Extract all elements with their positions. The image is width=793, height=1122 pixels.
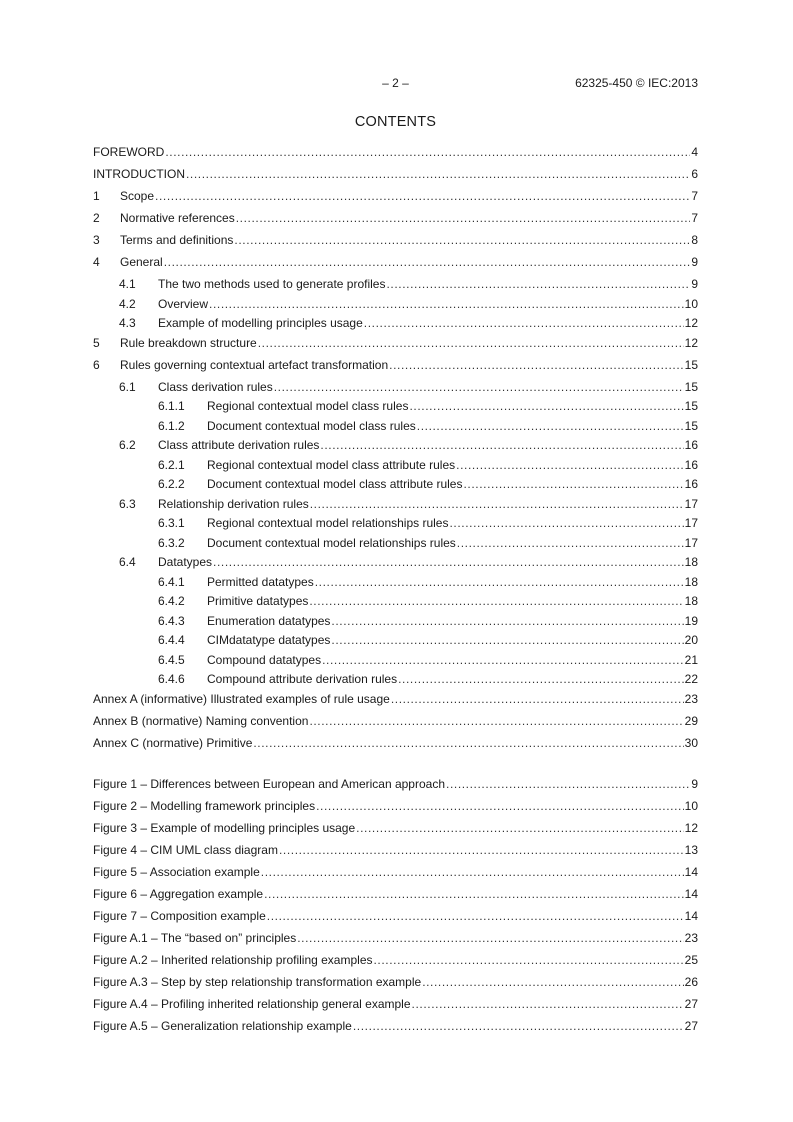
toc-entry[interactable] [93,380,698,400]
document-reference: 62325-450 © IEC:2013 [575,76,698,90]
toc-entry-number: 5 [93,335,100,350]
dot-leader [274,380,684,395]
toc-entry-number: 6.1.2 [158,418,185,433]
table-of-contents [93,145,698,758]
figure-entry-title: Figure 5 – Association example [93,865,260,879]
toc-entry-number: 2 [93,211,100,225]
toc-entry[interactable] [93,672,698,692]
toc-entry[interactable] [93,336,698,358]
toc-entry-number: 6.4.3 [158,613,185,628]
dot-leader [315,575,684,590]
toc-entry[interactable] [93,516,698,536]
toc-entry-title: Primitive datatypes [207,594,309,608]
dot-leader [258,336,684,351]
toc-entry-page: 17 [684,516,698,530]
dot-leader [446,777,690,792]
dot-leader [457,536,684,551]
toc-entry-page: 16 [684,457,698,472]
figure-entry-title: Figure 7 – Composition example [93,909,266,923]
toc-entry[interactable] [93,316,698,336]
dot-leader [267,909,684,924]
toc-entry-page: 7 [691,211,698,225]
toc-entry-title: Regional contextual model relationships rules [207,516,449,530]
figure-entry-page: 14 [684,887,698,901]
toc-entry[interactable] [93,167,698,189]
toc-entry-number: 1 [93,189,100,203]
toc-entry-page: 15 [684,379,698,394]
dot-leader [456,458,684,473]
toc-entry-number: 6.4 [119,555,136,569]
toc-entry-page: 8 [691,233,698,247]
figure-entry-title: Figure A.2 – Inherited relationship profiling examples [93,953,373,967]
figure-entry[interactable] [93,931,698,953]
toc-entry-number: 6.4.4 [158,633,185,647]
toc-entry[interactable] [93,497,698,517]
toc-entry-title: Document contextual model class attribute rules [207,477,463,491]
dot-leader [463,477,683,492]
toc-entry[interactable] [93,255,698,277]
toc-entry-title: Class attribute derivation rules [158,438,320,452]
toc-entry-page: 17 [684,535,698,550]
dot-leader [164,255,691,270]
toc-entry-title: INTRODUCTION [93,167,185,181]
toc-entry-page: 10 [684,296,698,311]
toc-entry[interactable] [93,692,698,714]
dot-leader [422,975,683,990]
figure-entry-page: 26 [684,975,698,989]
toc-entry-page: 15 [684,399,698,413]
toc-entry-page: 19 [684,613,698,628]
dot-leader [310,497,684,512]
toc-entry-page: 18 [684,594,698,608]
toc-entry-number: 6.3.1 [158,516,185,530]
toc-entry-title: FOREWORD [93,145,165,159]
toc-entry-page: 22 [684,672,698,686]
list-of-figures [93,777,698,1041]
figure-entry-page: 14 [684,909,698,923]
toc-entry[interactable] [93,614,698,634]
figure-entry-title: Figure 6 – Aggregation example [93,887,264,901]
dot-leader [449,516,683,531]
figure-entry[interactable] [93,799,698,821]
toc-entry-number: 4.3 [119,316,136,330]
toc-entry-title: Compound datatypes [207,652,322,667]
toc-entry-page: 15 [684,418,698,433]
dot-leader [316,799,684,814]
toc-entry-title: Normative references [120,211,235,225]
figure-entry[interactable] [93,777,698,799]
toc-entry-number: 6.1.1 [158,399,185,413]
toc-entry-title: CIMdatatype datatypes [207,633,331,647]
toc-entry[interactable] [93,233,698,255]
toc-entry[interactable] [93,358,698,380]
dot-leader [264,887,684,902]
toc-entry-title: Annex B (normative) Naming convention [93,713,309,728]
toc-entry[interactable] [93,594,698,614]
toc-entry-title: Class derivation rules [158,379,273,394]
toc-entry-page: 30 [684,735,698,750]
toc-entry-title: Relationship derivation rules [158,496,309,511]
toc-entry-page: 16 [684,438,698,452]
toc-entry-title: Annex C (normative) Primitive [93,735,253,750]
figure-entry[interactable] [93,821,698,843]
figure-entry-page: 12 [684,821,698,835]
figure-entry[interactable] [93,997,698,1019]
toc-entry-number: 6.4.6 [158,672,185,686]
dot-leader [374,953,684,968]
toc-entry-page: 29 [684,713,698,728]
dot-leader [309,714,683,729]
toc-entry[interactable] [93,458,698,478]
dot-leader [409,399,683,414]
toc-entry-page: 21 [684,652,698,667]
dot-leader [186,167,690,182]
dot-leader [331,614,683,629]
figure-entry-title: Figure A.1 – The “based on” principles [93,931,297,945]
dot-leader [417,419,684,434]
page-title: CONTENTS [354,114,437,130]
toc-entry[interactable] [93,736,698,758]
figure-entry-page: 14 [684,865,698,879]
figure-entry-title: Figure A.4 – Profiling inherited relationship general example [93,997,411,1011]
toc-entry-title: Rule breakdown structure [120,335,257,350]
toc-entry-title: Enumeration datatypes [207,613,331,628]
figure-entry-title: Figure 3 – Example of modelling principles usage [93,821,356,835]
figure-entry[interactable] [93,953,698,975]
toc-entry-page: 18 [684,574,698,589]
toc-entry[interactable] [93,211,698,233]
dot-leader [261,865,684,880]
toc-entry[interactable] [93,477,698,497]
toc-entry-title: Datatypes [158,555,213,569]
toc-entry-page: 23 [684,691,698,706]
toc-entry-number: 6.1 [119,379,136,394]
toc-entry-title: Rules governing contextual artefact transformation [120,357,389,372]
toc-entry-title: Scope [120,189,155,203]
toc-entry-title: Compound attribute derivation rules [207,672,398,686]
figure-entry[interactable] [93,909,698,931]
figure-entry-page: 27 [684,997,698,1011]
figure-entry-title: Figure A.3 – Step by step relationship transformation example [93,975,422,989]
dot-leader [279,843,684,858]
toc-entry-title: Document contextual model class rules [207,418,416,433]
toc-entry-page: 16 [684,477,698,491]
toc-entry[interactable] [93,653,698,673]
dot-leader [236,211,691,226]
toc-entry[interactable] [93,189,698,211]
toc-entry-title: The two methods used to generate profiles [158,277,386,291]
toc-entry-page: 9 [691,277,698,291]
dot-leader [297,931,683,946]
toc-entry-page: 7 [691,189,698,203]
figure-entry[interactable] [93,865,698,887]
dot-leader [209,297,684,312]
toc-entry-number: 4.1 [119,277,136,291]
toc-entry[interactable] [93,438,698,458]
toc-entry-page: 12 [684,316,698,330]
figure-entry[interactable] [93,843,698,865]
figure-entry-page: 13 [684,843,698,857]
toc-entry-title: Permitted datatypes [207,574,314,589]
toc-entry-number: 4.2 [119,296,136,311]
toc-entry-number: 6 [93,357,100,372]
toc-entry-number: 6.2.2 [158,477,185,491]
dot-leader [389,358,683,373]
figure-entry[interactable] [93,975,698,997]
toc-entry-number: 6.2.1 [158,457,185,472]
figure-entry[interactable] [93,887,698,909]
toc-entry-page: 6 [691,167,698,181]
dot-leader [353,1019,684,1034]
dot-leader [155,189,690,204]
toc-entry-page: 9 [691,255,698,269]
dot-leader [398,672,684,687]
figure-entry-title: Figure 4 – CIM UML class diagram [93,843,278,857]
dot-leader [322,653,684,668]
dot-leader [234,233,690,248]
toc-entry[interactable] [93,633,698,653]
toc-entry-number: 6.2 [119,438,136,452]
toc-entry[interactable] [93,145,698,167]
figure-entry-page: 27 [684,1019,698,1033]
toc-entry[interactable] [93,714,698,736]
toc-entry-title: Document contextual model relationships rules [207,535,456,550]
page-header [93,76,698,92]
toc-entry-page: 20 [684,633,698,647]
toc-entry-title: Annex A (informative) Illustrated examples of rule usage [93,691,390,706]
toc-entry[interactable] [93,399,698,419]
dot-leader [412,997,684,1012]
toc-entry-number: 6.4.1 [158,574,185,589]
dot-leader [386,277,690,292]
figure-entry-page: 23 [684,931,698,945]
toc-entry-number: 6.3.2 [158,535,185,550]
toc-entry-page: 12 [684,335,698,350]
toc-entry[interactable] [93,277,698,297]
toc-entry-number: 4 [93,255,100,269]
toc-entry-number: 6.4.2 [158,594,185,608]
toc-entry-number: 6.3 [119,496,136,511]
toc-entry-number: 3 [93,233,100,247]
figure-entry-page: 25 [684,953,698,967]
toc-entry-title: Overview [158,296,209,311]
dot-leader [364,316,684,331]
toc-entry[interactable] [93,575,698,595]
dot-leader [320,438,683,453]
dot-leader [213,555,684,570]
dot-leader [165,145,690,160]
toc-entry-page: 15 [684,357,698,372]
dot-leader [391,692,684,707]
toc-entry[interactable] [93,297,698,317]
toc-entry-title: Example of modelling principles usage [158,316,363,330]
dot-leader [253,736,683,751]
figure-entry[interactable] [93,1019,698,1041]
toc-entry-title: Terms and definitions [120,233,234,247]
toc-entry-page: 18 [684,555,698,569]
toc-entry-number: 6.4.5 [158,652,185,667]
toc-entry-title: General [120,255,163,269]
figure-entry-title: Figure A.5 – Generalization relationship example [93,1019,352,1033]
dot-leader [356,821,683,836]
toc-entry-page: 4 [691,145,698,159]
figure-entry-title: Figure 2 – Modelling framework principles [93,799,316,813]
toc-entry-title: Regional contextual model class attribute rules [207,457,456,472]
toc-entry-page: 17 [684,496,698,511]
figure-entry-title: Figure 1 – Differences between European and American approach [93,777,446,791]
figure-entry-page: 9 [691,777,698,791]
toc-entry[interactable] [93,536,698,556]
page-number: – 2 – [382,76,409,90]
toc-entry[interactable] [93,419,698,439]
toc-entry[interactable] [93,555,698,575]
dot-leader [309,594,683,609]
dot-leader [331,633,683,648]
figure-entry-page: 10 [684,799,698,813]
toc-entry-title: Regional contextual model class rules [207,399,409,413]
